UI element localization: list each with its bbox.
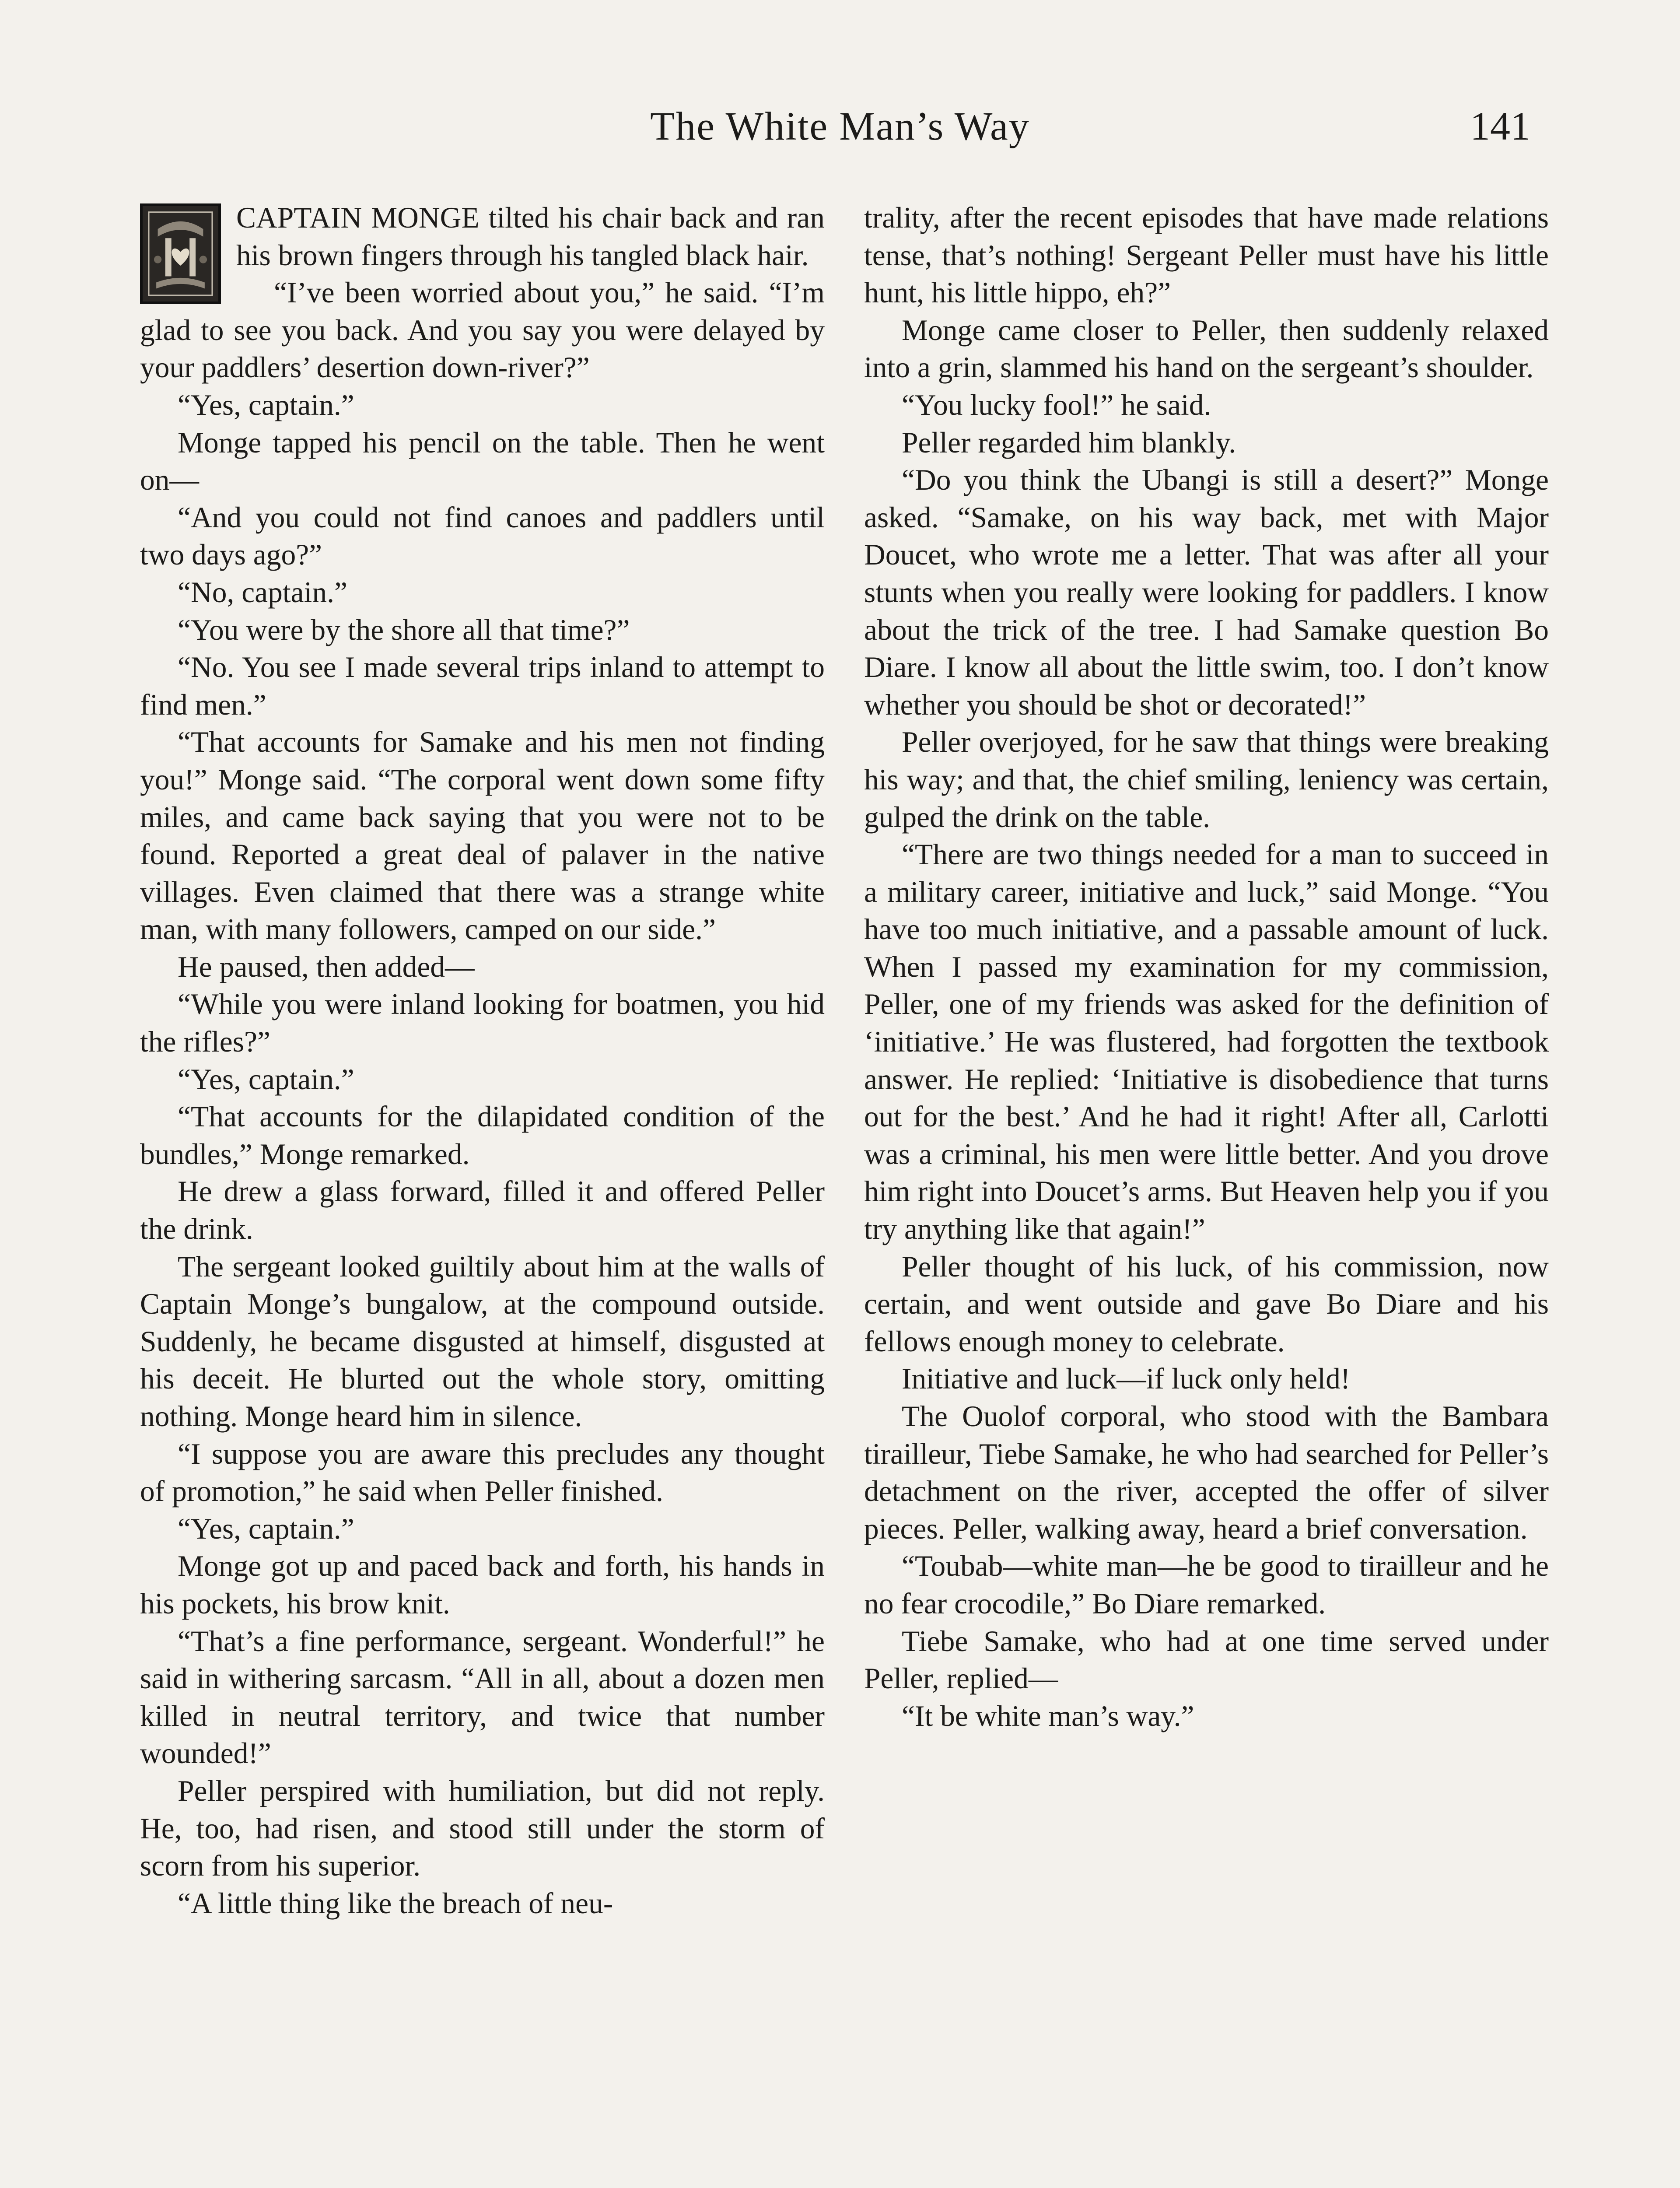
paragraph: He paused, then added— — [178, 950, 475, 983]
paragraph: Peller perspired with humiliation, but did not reply. He, too, had risen, and stood still under the storm of scorn from his superior. — [140, 1774, 825, 1883]
paragraph: Peller thought of his luck, of his commission, now certain, and went outside and gave Bo Diare and his fellows enough money to celebrate. — [864, 1250, 1549, 1358]
page-number: 141 — [1470, 104, 1530, 148]
right-column — [864, 199, 1549, 1735]
paragraph: Monge came closer to Peller, then suddenly relaxed into a grin, slammed his hand on the sergeant’s shoulder. — [864, 313, 1549, 384]
paragraph: “Do you think the Ubangi is still a desert?” Monge asked. “Samake, on his way back, met with Major Doucet, who wrote me a letter. That was after all your stunts when you really were looking for paddlers. I know about the trick of the tree. I had Samake question Bo Diare. I know all about the little swim, too. I don’t know whether you should be shot or decorated!” — [864, 463, 1549, 721]
paragraph: “It be white man’s way.” — [902, 1699, 1194, 1732]
page-header — [0, 103, 1680, 160]
paragraph: Peller overjoyed, for he saw that things were breaking his way; and that, the chief smiling, leniency was certain, gulped the drink on the table. — [864, 726, 1549, 834]
paragraph: “Yes, captain.” — [178, 1062, 354, 1096]
paragraph: “I’ve been worried about you,” he said. “I’m glad to see you back. And you say you were delayed by your paddlers’ desertion down-river?” — [140, 276, 825, 384]
paragraph: The sergeant looked guiltily about him at the walls of Captain Monge’s bungalow, at the compound outside. Suddenly, he became disgusted at himself, disgusted at his deceit. He blurted out the whole story, omitting nothing. Monge heard him in silence. — [140, 1250, 825, 1433]
paragraph: Tiebe Samake, who had at one time served under Peller, replied— — [864, 1624, 1549, 1695]
paragraph: CAPTAIN MONGE tilted his chair back and ran his brown fingers through his tangled black hair. — [236, 201, 825, 272]
paragraph: trality, after the recent episodes that have made relations tense, that’s nothing! Sergeant Peller must have his little hunt, his little hippo, eh?” — [864, 201, 1549, 309]
paragraph: “That accounts for the dilapidated condition of the bundles,” Monge remarked. — [140, 1100, 825, 1171]
paragraph: “That accounts for Samake and his men not finding you!” Monge said. “The corporal went down some fifty miles, and came back saying that you were not to be found. Reported a great deal of palaver in the native villages. Even claimed that there was a strange white man, with many followers, camped on our side.” — [140, 726, 825, 946]
paragraph: “No. You see I made several trips inland to attempt to find men.” — [140, 651, 825, 721]
paragraph: “You were by the shore all that time?” — [178, 613, 630, 646]
paragraph: Initiative and luck—if luck only held! — [902, 1362, 1351, 1396]
paragraph: Peller regarded him blankly. — [902, 426, 1236, 459]
left-column — [140, 199, 825, 1922]
paragraph: “While you were inland looking for boatmen, you hid the rifles?” — [140, 988, 825, 1059]
paragraph: “That’s a fine performance, sergeant. Wonderful!” he said in withering sarcasm. “All in all, about a dozen men killed in neutral territory, and twice that number wounded!” — [140, 1624, 825, 1770]
paragraph: “I suppose you are aware this precludes any thought of promotion,” he said when Peller finished. — [140, 1437, 825, 1508]
paragraph: Monge tapped his pencil on the table. Then he went on— — [140, 426, 825, 497]
paragraph: He drew a glass forward, filled it and offered Peller the drink. — [140, 1175, 825, 1246]
paragraph: “And you could not find canoes and paddlers until two days ago?” — [140, 501, 825, 572]
paragraph: “No, captain.” — [178, 575, 347, 609]
paragraph: “There are two things needed for a man to succeed in a military career, initiative and luck,” said Monge. “You have too much initiative, and a passable amount of luck. When I passed my examination for my commission, Peller, one of my friends was asked for the definition of ‘initiative.’ He was flustered, had forgotten the textbook answer. He replied: ‘Initiative is disobedience that turns out for the best.’ And he had it right! After all, Carlotti was a criminal, his men were little better. And you drove him right into Doucet’s arms. But Heaven help you if you try anything like that again!” — [864, 838, 1549, 1246]
running-title: The White Man’s Way — [650, 104, 1030, 148]
ornamental-initial-icon — [140, 203, 221, 304]
paragraph: “Yes, captain.” — [178, 388, 354, 421]
paragraph: “A little thing like the breach of neu- — [178, 1886, 613, 1920]
paragraph: Monge got up and paced back and forth, his hands in his pockets, his brow knit. — [140, 1550, 825, 1620]
paragraph: “Yes, captain.” — [178, 1512, 354, 1545]
paragraph: The Ouolof corporal, who stood with the Bambara tirailleur, Tiebe Samake, he who had searched for Peller’s detachment on the river, accepted the offer of silver pieces. Peller, walking away, heard a brief conversation. — [864, 1400, 1549, 1545]
paragraph: “You lucky fool!” he said. — [902, 388, 1211, 421]
paragraph: “Toubab—white man—he be good to tirailleur and he no fear crocodile,” Bo Diare remarked. — [864, 1550, 1549, 1620]
